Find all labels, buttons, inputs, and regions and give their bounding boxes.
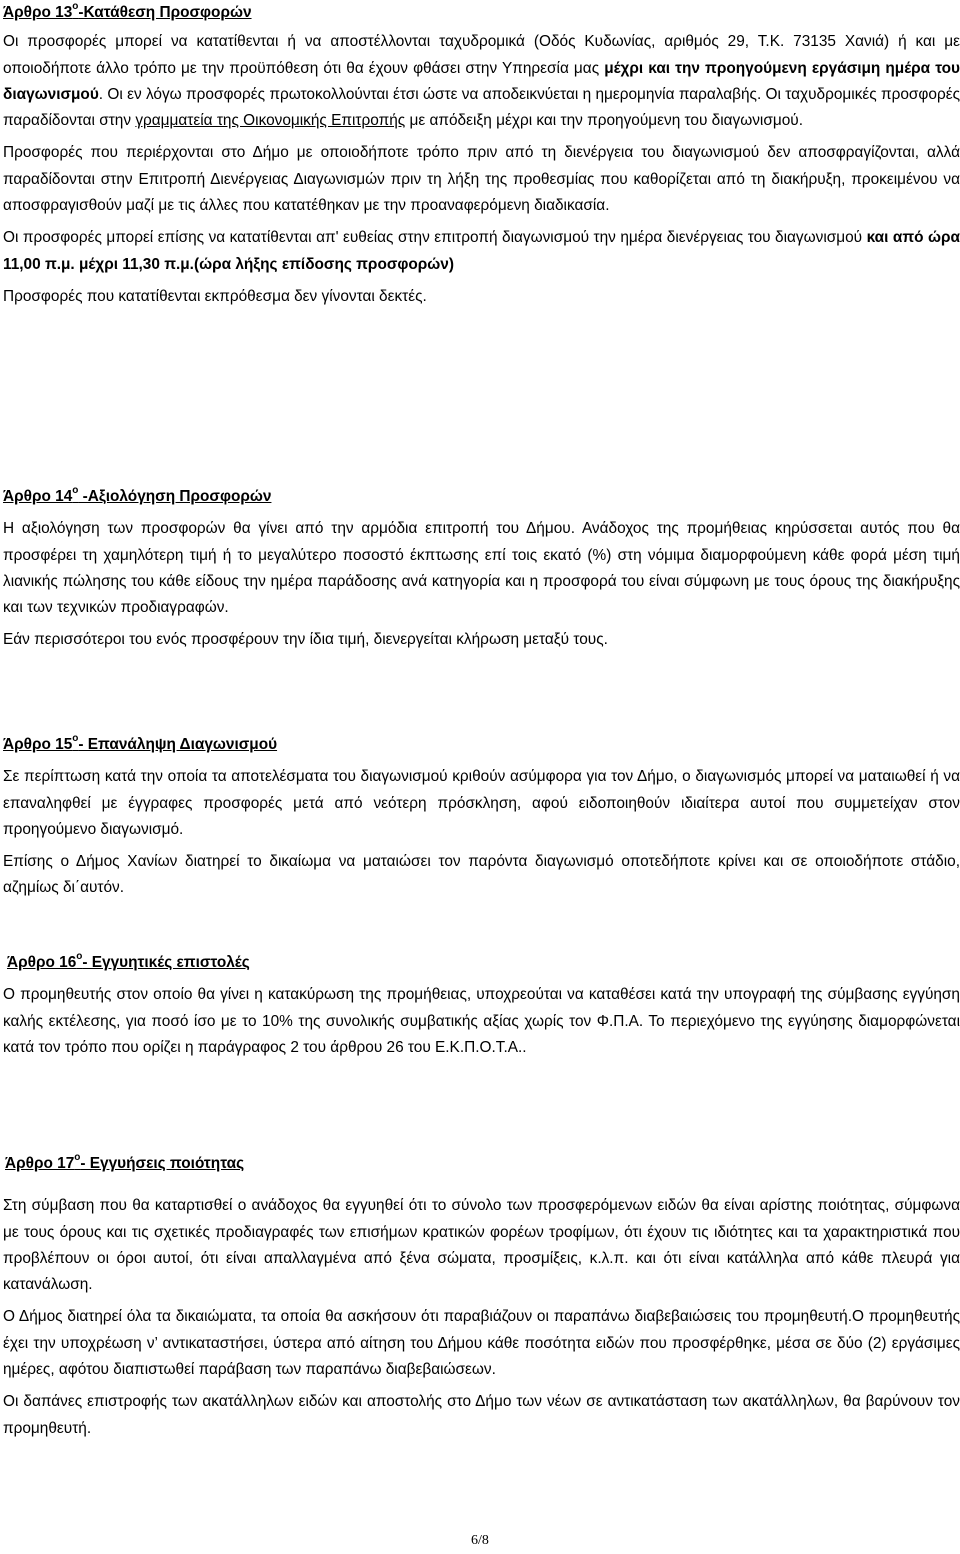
article-13-paragraph-1: Οι προσφορές μπορεί να κατατίθενται ή να αποστέλλονται ταχυδρομικά (Οδός Κυδωνίας, αριθμός 29, Τ.Κ. 73135 Χανιά) ή και με οποιοδήποτε άλλο τρόπο με την προϋπόθεση ότι θα έχουν φθάσει στην Υπηρεσία μας μέχρι και την προηγούμενη εργάσιμη ημέρα του διαγωνισμού. Οι εν λόγω προσφορές πρωτοκολλούνται έτσι ώστε να αποδεικνύεται η ημερομηνία παραλαβής. Οι ταχυδρομικές προσφορές παραδίδονται στην γραμματεία της Οικονομικής Επιτροπής με απόδειξη μέχρι και την προηγούμενη του διαγωνισμού. <box>3 33 960 130</box>
article-15-paragraph-1: Σε περίπτωση κατά την οποία τα αποτελέσματα του διαγωνισμού κριθούν ασύμφορα για τον Δήμο, ο διαγωνισμός μπορεί να ματαιωθεί ή να επαναληφθεί με έγγραφες προσφορές μετά από νεότερη πρόσκληση, αφού ειδοποιηθούν ιδιαίτερα αυτοί που συμμετείχαν στον προηγούμενο διαγωνισμό. <box>3 768 960 838</box>
page-number: 6/8 <box>471 1533 489 1548</box>
article-15-heading: Άρθρο $15^o-$ Επανάληψη Διαγωνισμού <box>3 732 278 753</box>
article-13-paragraph-2: Προσφορές που περιέρχονται στο Δήμο με οποιοδήποτε τρόπο πριν από τη διενέργεια του διαγωνισμού δεν αποσφραγίζονται, αλλά παραδίδονται στην Επιτροπή Διενέργειας Διαγωνισμών πριν τη λήξη της προθεσμίας που καθορίζεται από τη διακήρυξη, προκειμένου να αποσφραγισθούν μαζί με τις άλλες που κατατέθηκαν με την προαναφερόμενη διαδικασία. <box>3 144 960 215</box>
article-17-paragraph-3: Οι δαπάνες επιστροφής των ακατάλληλων ειδών και αποστολής στο Δήμο των νέων σε αντικατάσταση των ακατάλληλων, θα βαρύνουν τον προμηθευτή. <box>3 1393 960 1437</box>
article-15-paragraph-2: Επίσης ο Δήμος Χανίων διατηρεί το δικαίωμα να ματαιώσει τον παρόντα διαγωνισμό οποτεδήποτε κρίνει και σε οποιοδήποτε στάδιο, αζημίως δι΄αυτόν. <box>3 853 960 897</box>
article-13-heading: Άρθρο $13^o$-Κατάθεση Προσφορών <box>3 0 252 21</box>
article-14 <box>3 484 960 660</box>
article-17-paragraph-1: Στη σύμβαση που θα καταρτισθεί ο ανάδοχος θα εγγυηθεί ότι το σύνολο των προσφερόμενων ειδών θα είναι αρίστης ποιότητας, σύμφωνα με τους όρους και τις σχετικές προδιαγραφές των επισήμων κρατικών φορέων τροφίμων, ότι έχουν τις ιδιότητες και τα χαρακτηριστικά που προβλέπουν οι όροι αυτοί, ότι είναι απαλλαγμένα από ξένα σώματα, προσμίξεις, κ.λ.π. και ότι είναι κατάλληλα από κάθε πλευρά για κατανάλωση. <box>3 1197 960 1294</box>
article-17-heading: Άρθρο $17^o-$ Εγγυήσεις ποιότητας <box>5 1151 245 1172</box>
article-16-heading: Άρθρο $16^o-$ Εγγυητικές επιστολές <box>7 950 250 971</box>
article-15 <box>3 732 960 908</box>
article-14-heading: Άρθρο $14^o$ -Αξιολόγηση Προσφορών <box>3 484 272 505</box>
article-14-paragraph-2: Εάν περισσότεροι του ενός προσφέρουν την ίδια τιμή, διενεργείται κλήρωση μεταξύ τους. <box>3 631 608 649</box>
article-13 <box>3 0 960 316</box>
article-17-paragraph-2: Ο Δήμος διατηρεί όλα τα δικαιώματα, τα οποία θα ασκήσουν ότι παραβιάζουν οι παραπάνω διαβεβαιώσεις του προμηθευτή.Ο προμηθευτής έχει την υποχρέωση ν’ αντικαταστήσει, ύστερα από αίτηση του Δήμου κάθε ποσότητα ειδών που προσφέρθηκε, μέσα σε δύο (2) εργάσιμες ημέρες, αφότου διαπιστωθεί παράβαση των παραπάνω διαβεβαιώσεων. <box>3 1308 960 1379</box>
article-13-paragraph-4: Προσφορές που κατατίθενται εκπρόθεσμα δεν γίνονται δεκτές. <box>3 287 427 305</box>
article-17 <box>3 1151 960 1448</box>
article-16-paragraph-1: Ο προμηθευτής στον οποίο θα γίνει η κατακύρωση της προμήθειας, υποχρεούται να καταθέσει κατά την υπογραφή της σύμβασης εγγύηση καλής εκτέλεσης, για ποσό ίσο με το 10% της συνολικής συμβατικής αξίας χωρίς τον Φ.Π.Α. Το περιεχόμενο της εγγύησης διαμορφώνεται κατά τον τρόπο που ορίζει η παράγραφος 2 του άρθρου 26 του Ε.Κ.Π.Ο.Τ.Α.. <box>3 986 960 1056</box>
article-16 <box>3 950 960 1067</box>
article-14-paragraph-1: Η αξιολόγηση των προσφορών θα γίνει από την αρμόδια επιτροπή του Δήμου. Ανάδοχος της προμήθειας κηρύσσεται αυτός που θα προσφέρει τη χαμηλότερη τιμή ή το μεγαλύτερο ποσοστό έκπτωσης επί τοις εκατό (%) στη νόμιμα διαμορφούμενη κάθε φορά μέση τιμή λιανικής πώλησης του κάθε είδους την ημέρα παράδοσης ανά κατηγορία και η προσφορά του είναι σύμφωνη με τους όρους της διακήρυξης και των τεχνικών προδιαγραφών. <box>3 520 960 617</box>
article-13-paragraph-3: Οι προσφορές μπορεί επίσης να κατατίθενται απ' ευθείας στην επιτροπή διαγωνισμού την ημέρα διενέργειας του διαγωνισμού και από ώρα 11,00 π.μ. μέχρι 11,30 π.μ.(ώρα λήξης επίδοσης προσφορών) <box>3 229 960 273</box>
